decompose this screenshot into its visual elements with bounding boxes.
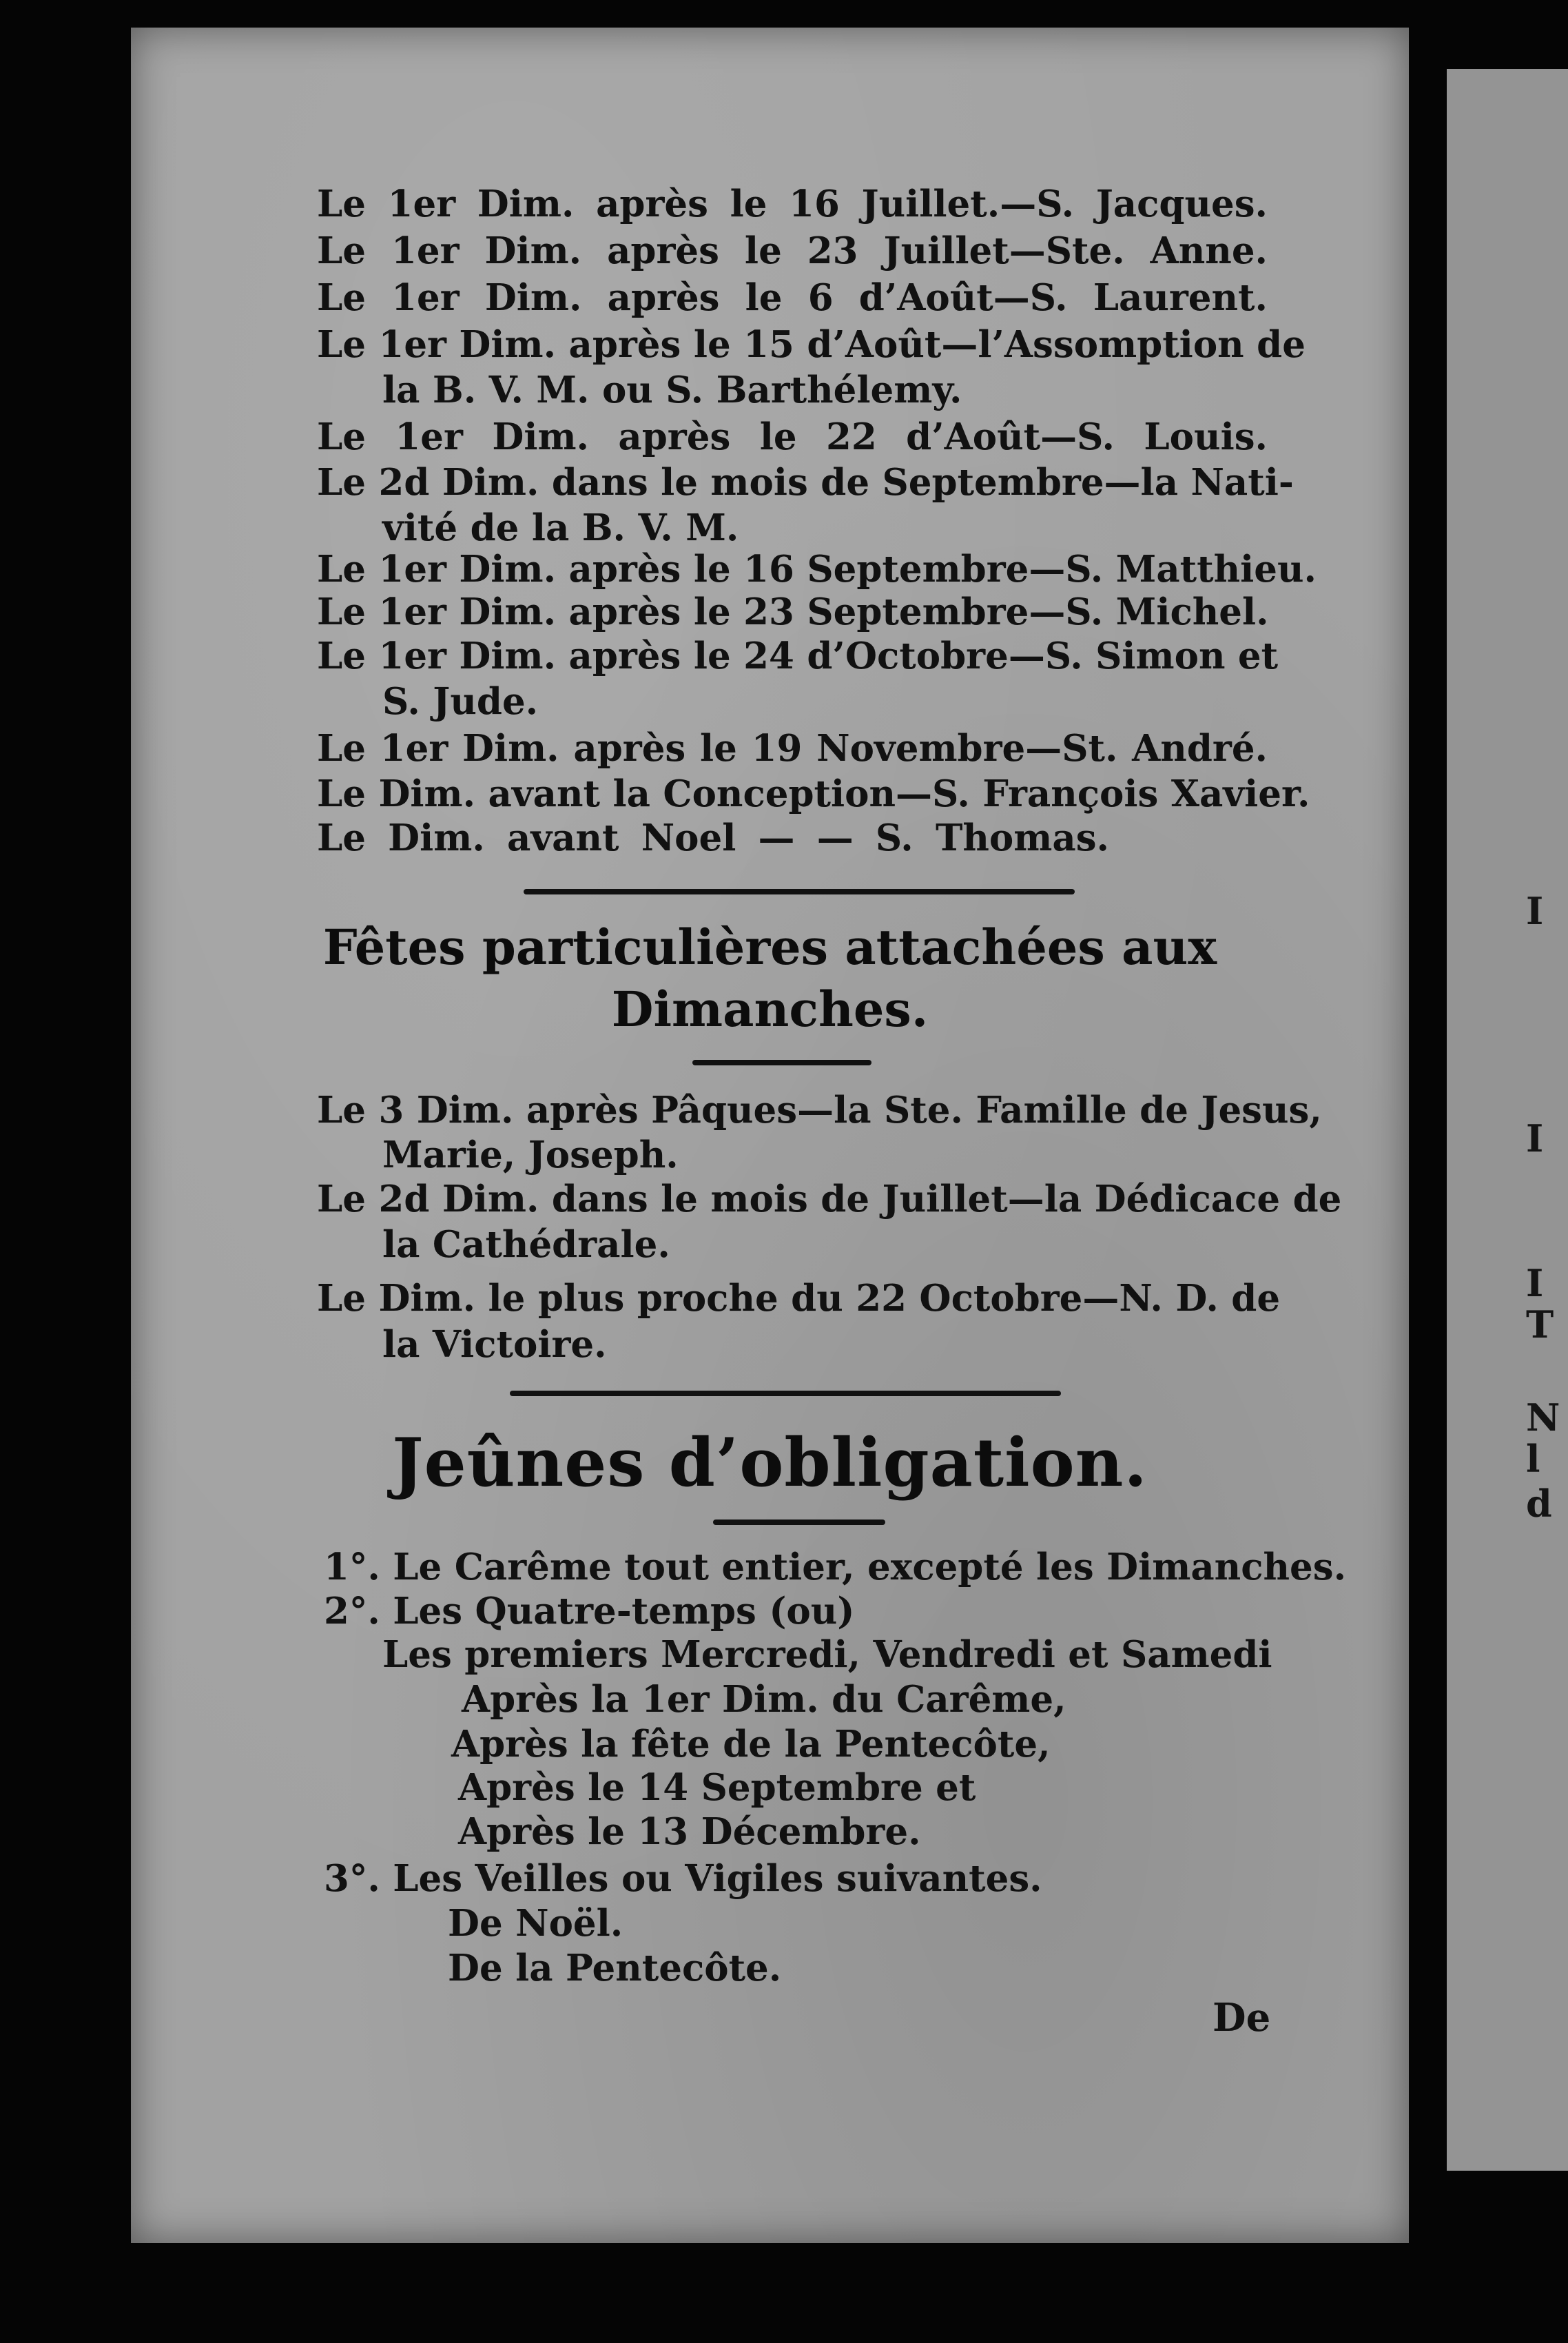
particular-feasts-heading: Fêtes particulières attachées aux (322, 919, 1217, 976)
feast-line: Le 1er Dim. après le 19 Novembre—St. André. (317, 727, 1268, 770)
fast-subitem: De la Pentecôte. (448, 1947, 782, 1989)
fast-subitem: Après le 13 Décembre. (458, 1810, 921, 1853)
short-divider (713, 1520, 885, 1525)
fast-item: 1°. Le Carême tout entier, excepté les Dimanches. (324, 1546, 1347, 1588)
fast-item: 3°. Les Veilles ou Vigiles suivantes. (324, 1857, 1042, 1900)
adjacent-page-fragment: I (1526, 1116, 1544, 1160)
feast-line: Le Dim. avant la Conception—S. François Xavier. (317, 773, 1310, 815)
adjacent-page-edge (1447, 69, 1568, 2171)
feast-line-continuation: la B. V. M. ou S. Barthélemy. (382, 369, 962, 411)
section-divider (524, 889, 1075, 894)
particular-feast-line-continuation: la Cathédrale. (382, 1223, 670, 1266)
feast-line: Le 1er Dim. après le 16 Juillet.—S. Jacques. (317, 183, 1268, 225)
adjacent-page-fragment: T (1526, 1302, 1554, 1347)
particular-feast-line: Le 2d Dim. dans le mois de Juillet—la Dédicace de (317, 1178, 1342, 1220)
adjacent-page-fragment: I (1526, 889, 1544, 933)
adjacent-page-fragment: l (1526, 1437, 1540, 1481)
fast-subitem: Après le 14 Septembre et (458, 1766, 976, 1809)
fasts-heading: Jeûnes d’obligation. (392, 1424, 1148, 1502)
feast-line: Le 2d Dim. dans le mois de Septembre—la Nati- (317, 461, 1294, 504)
particular-feast-line: Le Dim. le plus proche du 22 Octobre—N. D. de (317, 1277, 1281, 1320)
short-divider (692, 1060, 871, 1065)
feast-line: Le 1er Dim. après le 6 d’Août—S. Laurent. (317, 276, 1268, 319)
section-divider (510, 1391, 1061, 1396)
particular-feast-line: Le 3 Dim. après Pâques—la Ste. Famille de Jesus, (317, 1089, 1322, 1132)
particular-feast-line-continuation: la Victoire. (382, 1323, 607, 1366)
feast-line: Le 1er Dim. après le 16 Septembre—S. Matthieu. (317, 548, 1317, 591)
particular-feasts-heading-line2: Dimanches. (611, 981, 929, 1038)
fast-subitem: De Noël. (448, 1902, 623, 1945)
feast-line: Le 1er Dim. après le 23 Juillet—Ste. Anne. (317, 229, 1268, 272)
fast-item: 2°. Les Quatre-temps (ou) (324, 1590, 855, 1633)
feast-line: Le 1er Dim. après le 23 Septembre—S. Michel. (317, 591, 1269, 633)
catchword: De (1213, 1995, 1271, 2040)
fast-subitem: Les premiers Mercredi, Vendredi et Samedi (382, 1633, 1272, 1676)
adjacent-page-fragment: N (1526, 1395, 1560, 1440)
adjacent-page-fragment: d (1526, 1482, 1552, 1526)
feast-line: Le 1er Dim. après le 24 d’Octobre—S. Simon et (317, 635, 1279, 677)
feast-line-continuation: vité de la B. V. M. (382, 507, 739, 549)
feast-line: Le 1er Dim. après le 15 d’Août—l’Assomption de (317, 323, 1306, 366)
particular-feast-line-continuation: Marie, Joseph. (382, 1134, 679, 1176)
fast-subitem: Après la fête de la Pentecôte, (451, 1723, 1051, 1766)
feast-line: Le Dim. avant Noel — — S. Thomas. (317, 817, 1109, 859)
feast-line-continuation: S. Jude. (382, 680, 539, 723)
adjacent-page-fragment: I (1526, 1261, 1544, 1305)
feast-line: Le 1er Dim. après le 22 d’Août—S. Louis. (317, 416, 1268, 458)
fast-subitem: Après la 1er Dim. du Carême, (462, 1678, 1066, 1721)
